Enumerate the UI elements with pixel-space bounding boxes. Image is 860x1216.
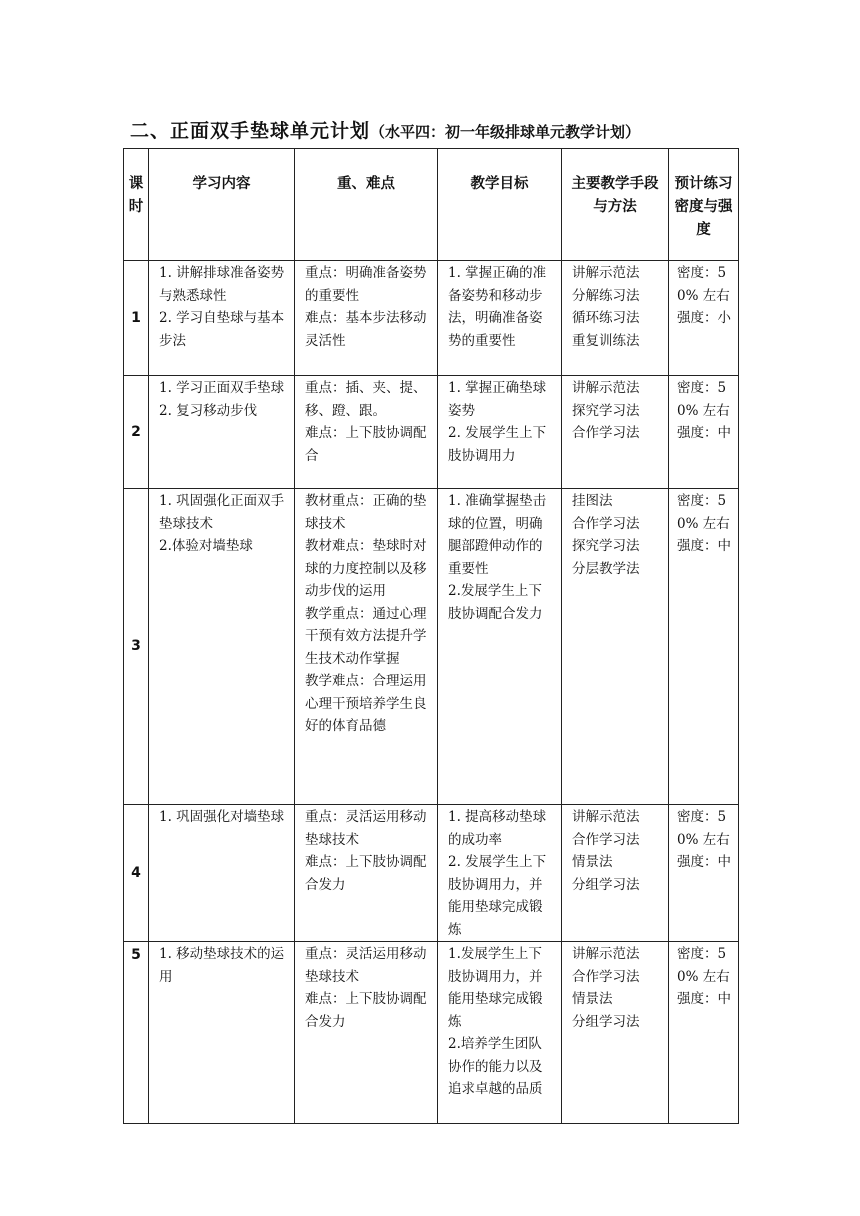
unit-plan-table bbox=[123, 148, 739, 1124]
table-row bbox=[124, 942, 739, 1124]
cell-density: 密度：50% 左右 强度：小 bbox=[669, 261, 739, 376]
lesson-number: 1 bbox=[124, 261, 149, 376]
table-row bbox=[124, 489, 739, 805]
cell-density: 密度：50% 左右 强度：中 bbox=[669, 805, 739, 942]
page-title-subtitle: （水平四：初一年级排球单元教学计划） bbox=[370, 123, 641, 141]
cell-methods: 讲解示范法 探究学习法 合作学习法 bbox=[562, 376, 669, 489]
lesson-number: 5 bbox=[124, 942, 149, 1124]
cell-density: 密度：50% 左右 强度：中 bbox=[669, 376, 739, 489]
header-methods: 主要教学手段与方法 bbox=[562, 149, 669, 261]
cell-goals: 1. 准确掌握垫击球的位置，明确腿部蹬伸动作的重要性 2.发展学生上下肢协调配合发力 bbox=[438, 489, 562, 805]
cell-goals: 1.发展学生上下肢协调用力，并能用垫球完成锻炼 2.培养学生团队协作的能力以及追求卓越的品质 bbox=[438, 942, 562, 1124]
table-row bbox=[124, 805, 739, 942]
cell-content: 1. 学习正面双手垫球 2. 复习移动步伐 bbox=[149, 376, 295, 489]
cell-methods: 挂图法 合作学习法 探究学习法 分层教学法 bbox=[562, 489, 669, 805]
lesson-number: 4 bbox=[124, 805, 149, 942]
cell-methods: 讲解示范法 合作学习法 情景法 分组学习法 bbox=[562, 805, 669, 942]
cell-density: 密度：50% 左右 强度：中 bbox=[669, 489, 739, 805]
cell-goals: 1. 掌握正确的准备姿势和移动步法，明确准备姿势的重要性 bbox=[438, 261, 562, 376]
lesson-number: 2 bbox=[124, 376, 149, 489]
cell-key-points: 重点：灵活运用移动垫球技术 难点：上下肢协调配合发力 bbox=[295, 942, 438, 1124]
header-lesson: 课时 bbox=[124, 149, 149, 261]
table-header-row bbox=[124, 149, 739, 261]
cell-methods: 讲解示范法 分解练习法 循环练习法 重复训练法 bbox=[562, 261, 669, 376]
cell-key-points: 重点：灵活运用移动垫球技术 难点：上下肢协调配合发力 bbox=[295, 805, 438, 942]
header-density: 预计练习密度与强度 bbox=[669, 149, 739, 261]
cell-goals: 1. 掌握正确垫球姿势 2. 发展学生上下肢协调用力 bbox=[438, 376, 562, 489]
cell-goals: 1. 提高移动垫球的成功率 2. 发展学生上下肢协调用力，并能用垫球完成锻炼 bbox=[438, 805, 562, 942]
page-title bbox=[130, 116, 640, 143]
cell-key-points: 重点：明确准备姿势的重要性 难点：基本步法移动灵活性 bbox=[295, 261, 438, 376]
page-title-main: 二、正面双手垫球单元计划 bbox=[130, 120, 371, 142]
lesson-number: 3 bbox=[124, 489, 149, 805]
cell-content: 1. 巩固强化对墙垫球 bbox=[149, 805, 295, 942]
cell-key-points: 教材重点：正确的垫球技术 教材难点：垫球时对球的力度控制以及移动步伐的运用 教学重点：通过心理干预有效方法提升学生技术动作掌握 教学难点：合理运用心理干预培养学生良好的体育品德 bbox=[295, 489, 438, 805]
cell-key-points: 重点：插、夹、提、移、蹬、跟。 难点：上下肢协调配合 bbox=[295, 376, 438, 489]
cell-content: 1. 移动垫球技术的运用 bbox=[149, 942, 295, 1124]
table-row bbox=[124, 261, 739, 376]
cell-methods: 讲解示范法 合作学习法 情景法 分组学习法 bbox=[562, 942, 669, 1124]
header-key-points: 重、难点 bbox=[295, 149, 438, 261]
cell-density: 密度：50% 左右 强度：中 bbox=[669, 942, 739, 1124]
table-row bbox=[124, 376, 739, 489]
cell-content: 1. 讲解排球准备姿势与熟悉球性 2. 学习自垫球与基本步法 bbox=[149, 261, 295, 376]
header-content: 学习内容 bbox=[149, 149, 295, 261]
cell-content: 1. 巩固强化正面双手垫球技术 2.体验对墙垫球 bbox=[149, 489, 295, 805]
header-goals: 教学目标 bbox=[438, 149, 562, 261]
